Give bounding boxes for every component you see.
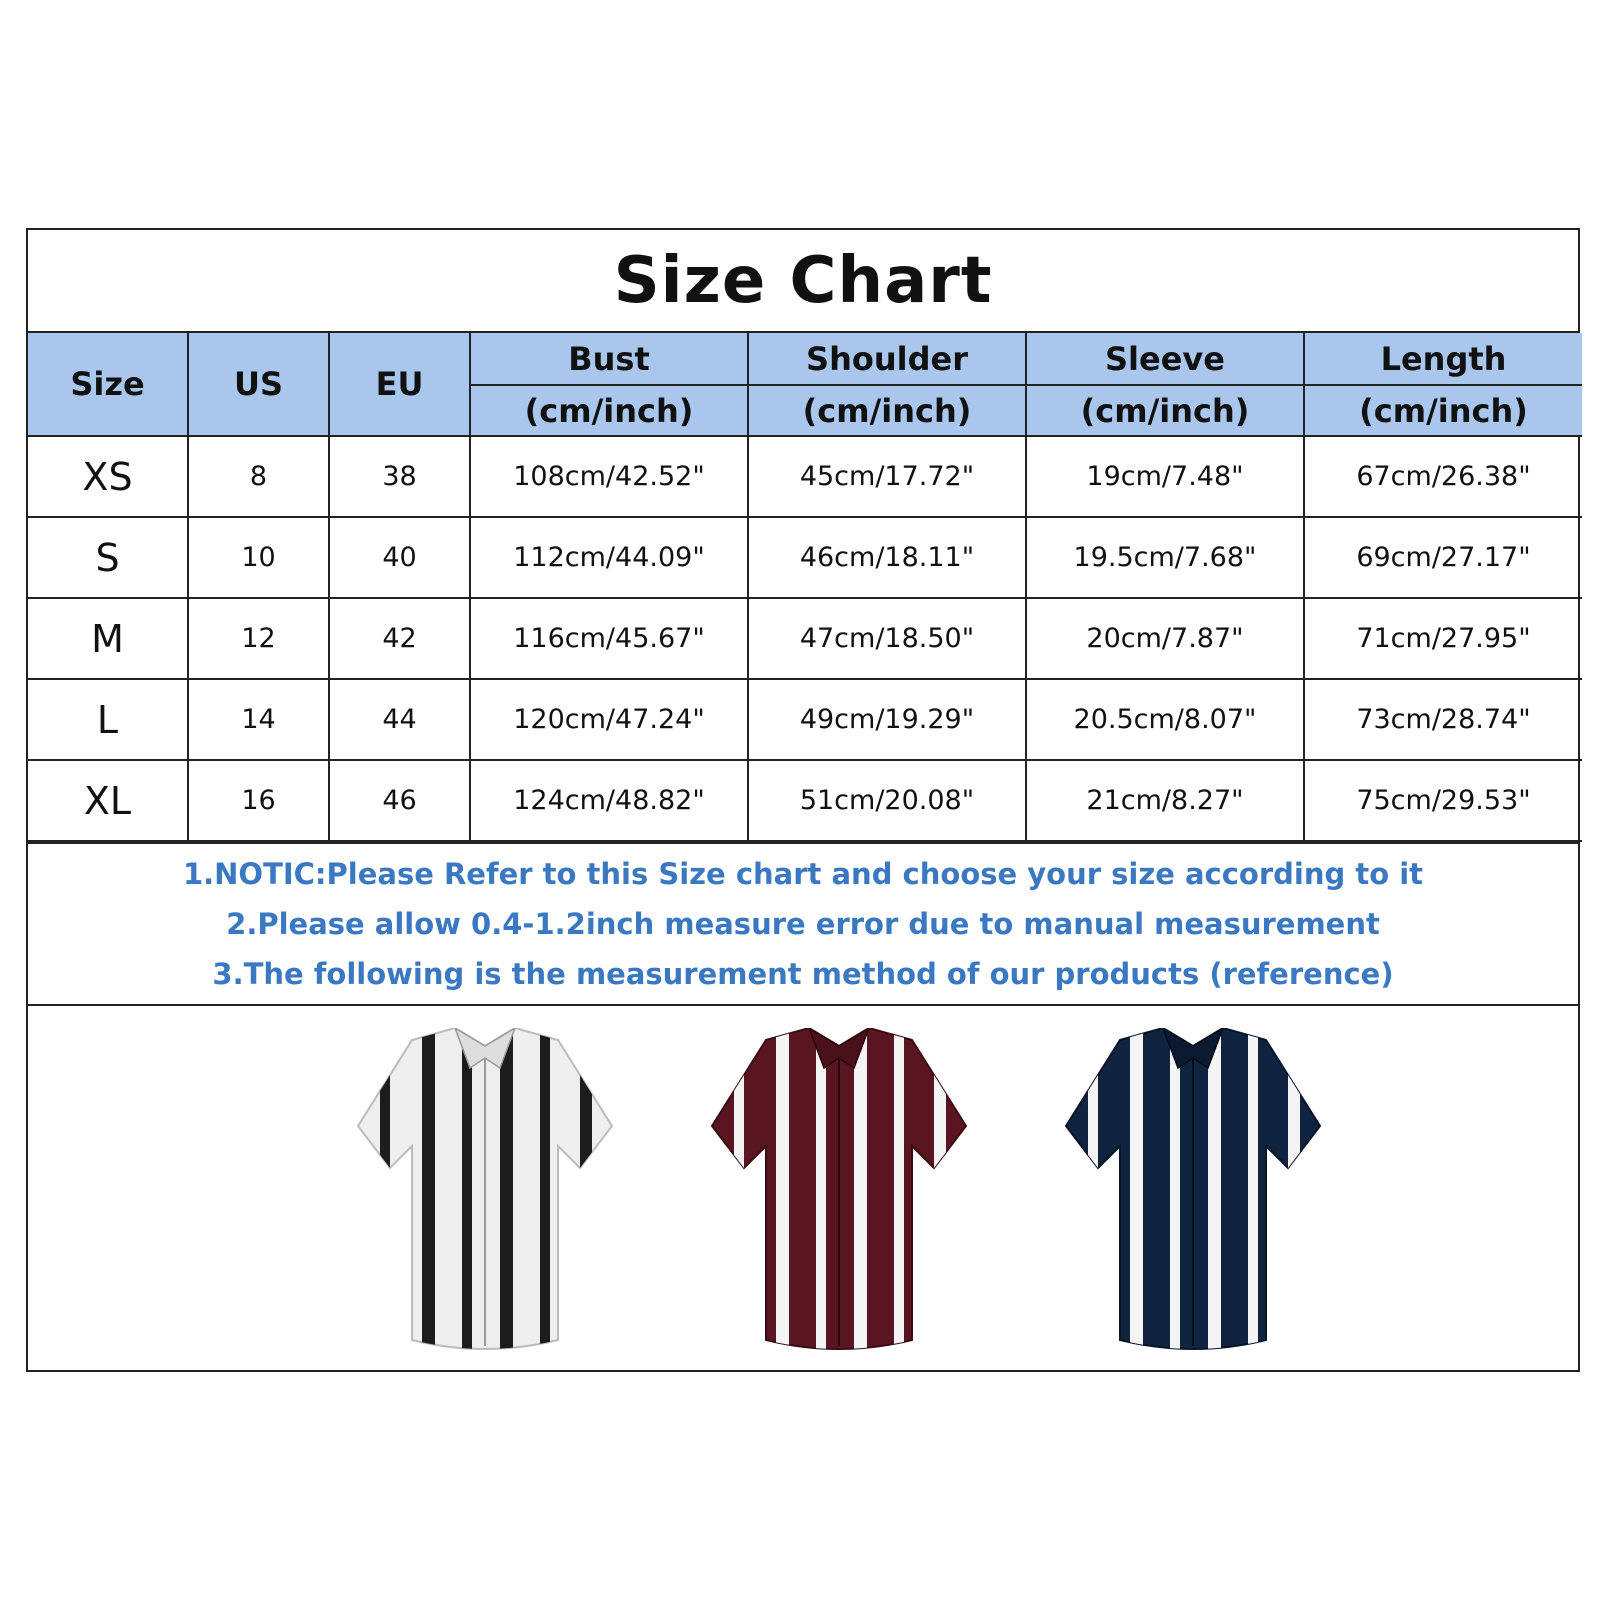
header-sleeve: Sleeve (1026, 333, 1304, 385)
unit-length: (cm/inch) (1304, 385, 1582, 436)
chart-title: Size Chart (28, 230, 1578, 333)
cell-shoulder: 47cm/18.50" (748, 598, 1026, 679)
table-row (28, 760, 1582, 841)
table-row (28, 679, 1582, 760)
header-row (28, 333, 1582, 385)
cell-shoulder: 51cm/20.08" (748, 760, 1026, 841)
note-3: 3.The following is the measurement method of our products (reference) (212, 957, 1394, 991)
cell-eu: 42 (329, 598, 470, 679)
cell-eu: 46 (329, 760, 470, 841)
note-1: 1.NOTIC:Please Refer to this Size chart and choose your size according to it (182, 857, 1424, 891)
cell-bust: 108cm/42.52" (470, 436, 748, 517)
header-length: Length (1304, 333, 1582, 385)
unit-sleeve: (cm/inch) (1026, 385, 1304, 436)
header-size: Size (28, 333, 188, 436)
cell-size: S (28, 517, 188, 598)
cell-length: 67cm/26.38" (1304, 436, 1582, 517)
header-bust: Bust (470, 333, 748, 385)
product-photos (28, 1006, 1578, 1370)
note-2: 2.Please allow 0.4-1.2inch measure error due to manual measurement (226, 907, 1380, 941)
cell-sleeve: 19cm/7.48" (1026, 436, 1304, 517)
cell-bust: 124cm/48.82" (470, 760, 748, 841)
table-row (28, 598, 1582, 679)
unit-bust: (cm/inch) (470, 385, 748, 436)
cell-bust: 112cm/44.09" (470, 517, 748, 598)
cell-us: 14 (188, 679, 329, 760)
header-shoulder: Shoulder (748, 333, 1026, 385)
cell-length: 73cm/28.74" (1304, 679, 1582, 760)
size-table (28, 333, 1582, 842)
cell-bust: 116cm/45.67" (470, 598, 748, 679)
cell-us: 12 (188, 598, 329, 679)
cell-sleeve: 21cm/8.27" (1026, 760, 1304, 841)
notes-section (28, 842, 1578, 1006)
cell-length: 71cm/27.95" (1304, 598, 1582, 679)
cell-eu: 44 (329, 679, 470, 760)
cell-shoulder: 45cm/17.72" (748, 436, 1026, 517)
cell-us: 8 (188, 436, 329, 517)
cell-shoulder: 46cm/18.11" (748, 517, 1026, 598)
cell-eu: 40 (329, 517, 470, 598)
cell-eu: 38 (329, 436, 470, 517)
cell-sleeve: 19.5cm/7.68" (1026, 517, 1304, 598)
cell-us: 10 (188, 517, 329, 598)
header-eu: EU (329, 333, 470, 436)
cell-sleeve: 20cm/7.87" (1026, 598, 1304, 679)
cell-bust: 120cm/47.24" (470, 679, 748, 760)
cell-length: 69cm/27.17" (1304, 517, 1582, 598)
cell-sleeve: 20.5cm/8.07" (1026, 679, 1304, 760)
table-row (28, 436, 1582, 517)
cell-shoulder: 49cm/19.29" (748, 679, 1026, 760)
cell-us: 16 (188, 760, 329, 841)
cell-size: L (28, 679, 188, 760)
navy-striped-shirt-image (1058, 1028, 1328, 1354)
unit-shoulder: (cm/inch) (748, 385, 1026, 436)
white-striped-shirt-image (350, 1028, 620, 1354)
burgundy-striped-shirt-image (704, 1028, 974, 1354)
header-us: US (188, 333, 329, 436)
cell-size: M (28, 598, 188, 679)
cell-size: XL (28, 760, 188, 841)
size-chart (26, 228, 1580, 1372)
cell-length: 75cm/29.53" (1304, 760, 1582, 841)
table-row (28, 517, 1582, 598)
cell-size: XS (28, 436, 188, 517)
